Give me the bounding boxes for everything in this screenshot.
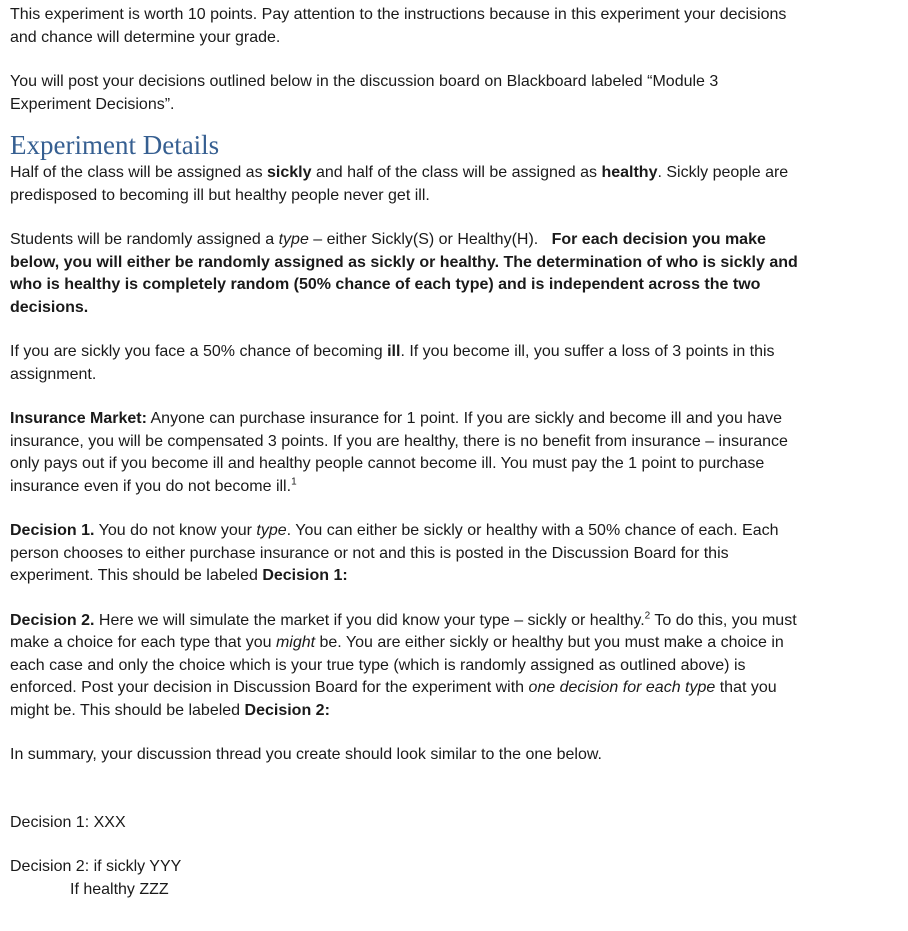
- intro-paragraph-2: You will post your decisions outlined below in the discussion board on Blackboard labeled “Module 3 Experiment Decisions”.: [10, 73, 719, 113]
- example-decision-2-healthy: If healthy ZZZ: [70, 880, 169, 898]
- footnote-1-marker: 1: [291, 476, 297, 488]
- illness-paragraph: If you are sickly you face a 50% chance of becoming ill. If you become ill, you suffer a loss of 3 points in this assignment.: [10, 343, 775, 383]
- summary-paragraph: In summary, your discussion thread you create should look similar to the one below.: [10, 746, 602, 763]
- example-decision-1: Decision 1: XXX: [10, 813, 126, 831]
- section-heading: Experiment Details: [10, 130, 220, 160]
- types-paragraph: Students will be randomly assigned a type – either Sickly(S) or Healthy(H). For each decision you make below, you will either be randomly assigned as sickly or healthy. The determination of who is sickly and who is healthy is completely random (50% chance of each type) and is independent across the two decisions.: [10, 231, 798, 316]
- footnote-2-marker: 2: [644, 610, 651, 622]
- insurance-paragraph: Insurance Market: Anyone can purchase insurance for 1 point. If you are sickly and become ill and you have insurance, you will be compensated 3 points. If you are healthy, there is no benefit from insurance – insurance only pays out if you become ill and healthy people cannot become ill. You must pay the 1 point to purchase insurance even if you do not become ill.$^1$: [10, 410, 788, 495]
- example-decision-2: Decision 2: if sickly YYY: [10, 858, 182, 875]
- assignment-paragraph: Half of the class will be assigned as sickly and half of the class will be assigned as healthy. Sickly people are predisposed to becoming ill but healthy people never get ill.: [10, 164, 789, 204]
- decision-2-paragraph: Decision 2. Here we will simulate the market if you did know your type – sickly or healthy.$^2$ To do this, you must make a choice for each type that you might be. You are either sickly or healthy but you must make a choice in each case and only the choice which is your true type (which is randomly assigned as outlined above) is enforced. Post your decision in Discussion Board for the experiment with one decision for each type that you might be. This should be labeled Decision 2:: [10, 610, 797, 719]
- decision-1-paragraph: Decision 1. You do not know your type. You can either be sickly or healthy with a 50% chance of each. Each person chooses to either purchase insurance or not and this is posted in the Discussion Board for this experiment. This should be labeled Decision 1:: [10, 522, 779, 584]
- intro-paragraph-1: This experiment is worth 10 points. Pay attention to the instructions because in this experiment your decisions and chance will determine your grade.: [10, 6, 787, 46]
